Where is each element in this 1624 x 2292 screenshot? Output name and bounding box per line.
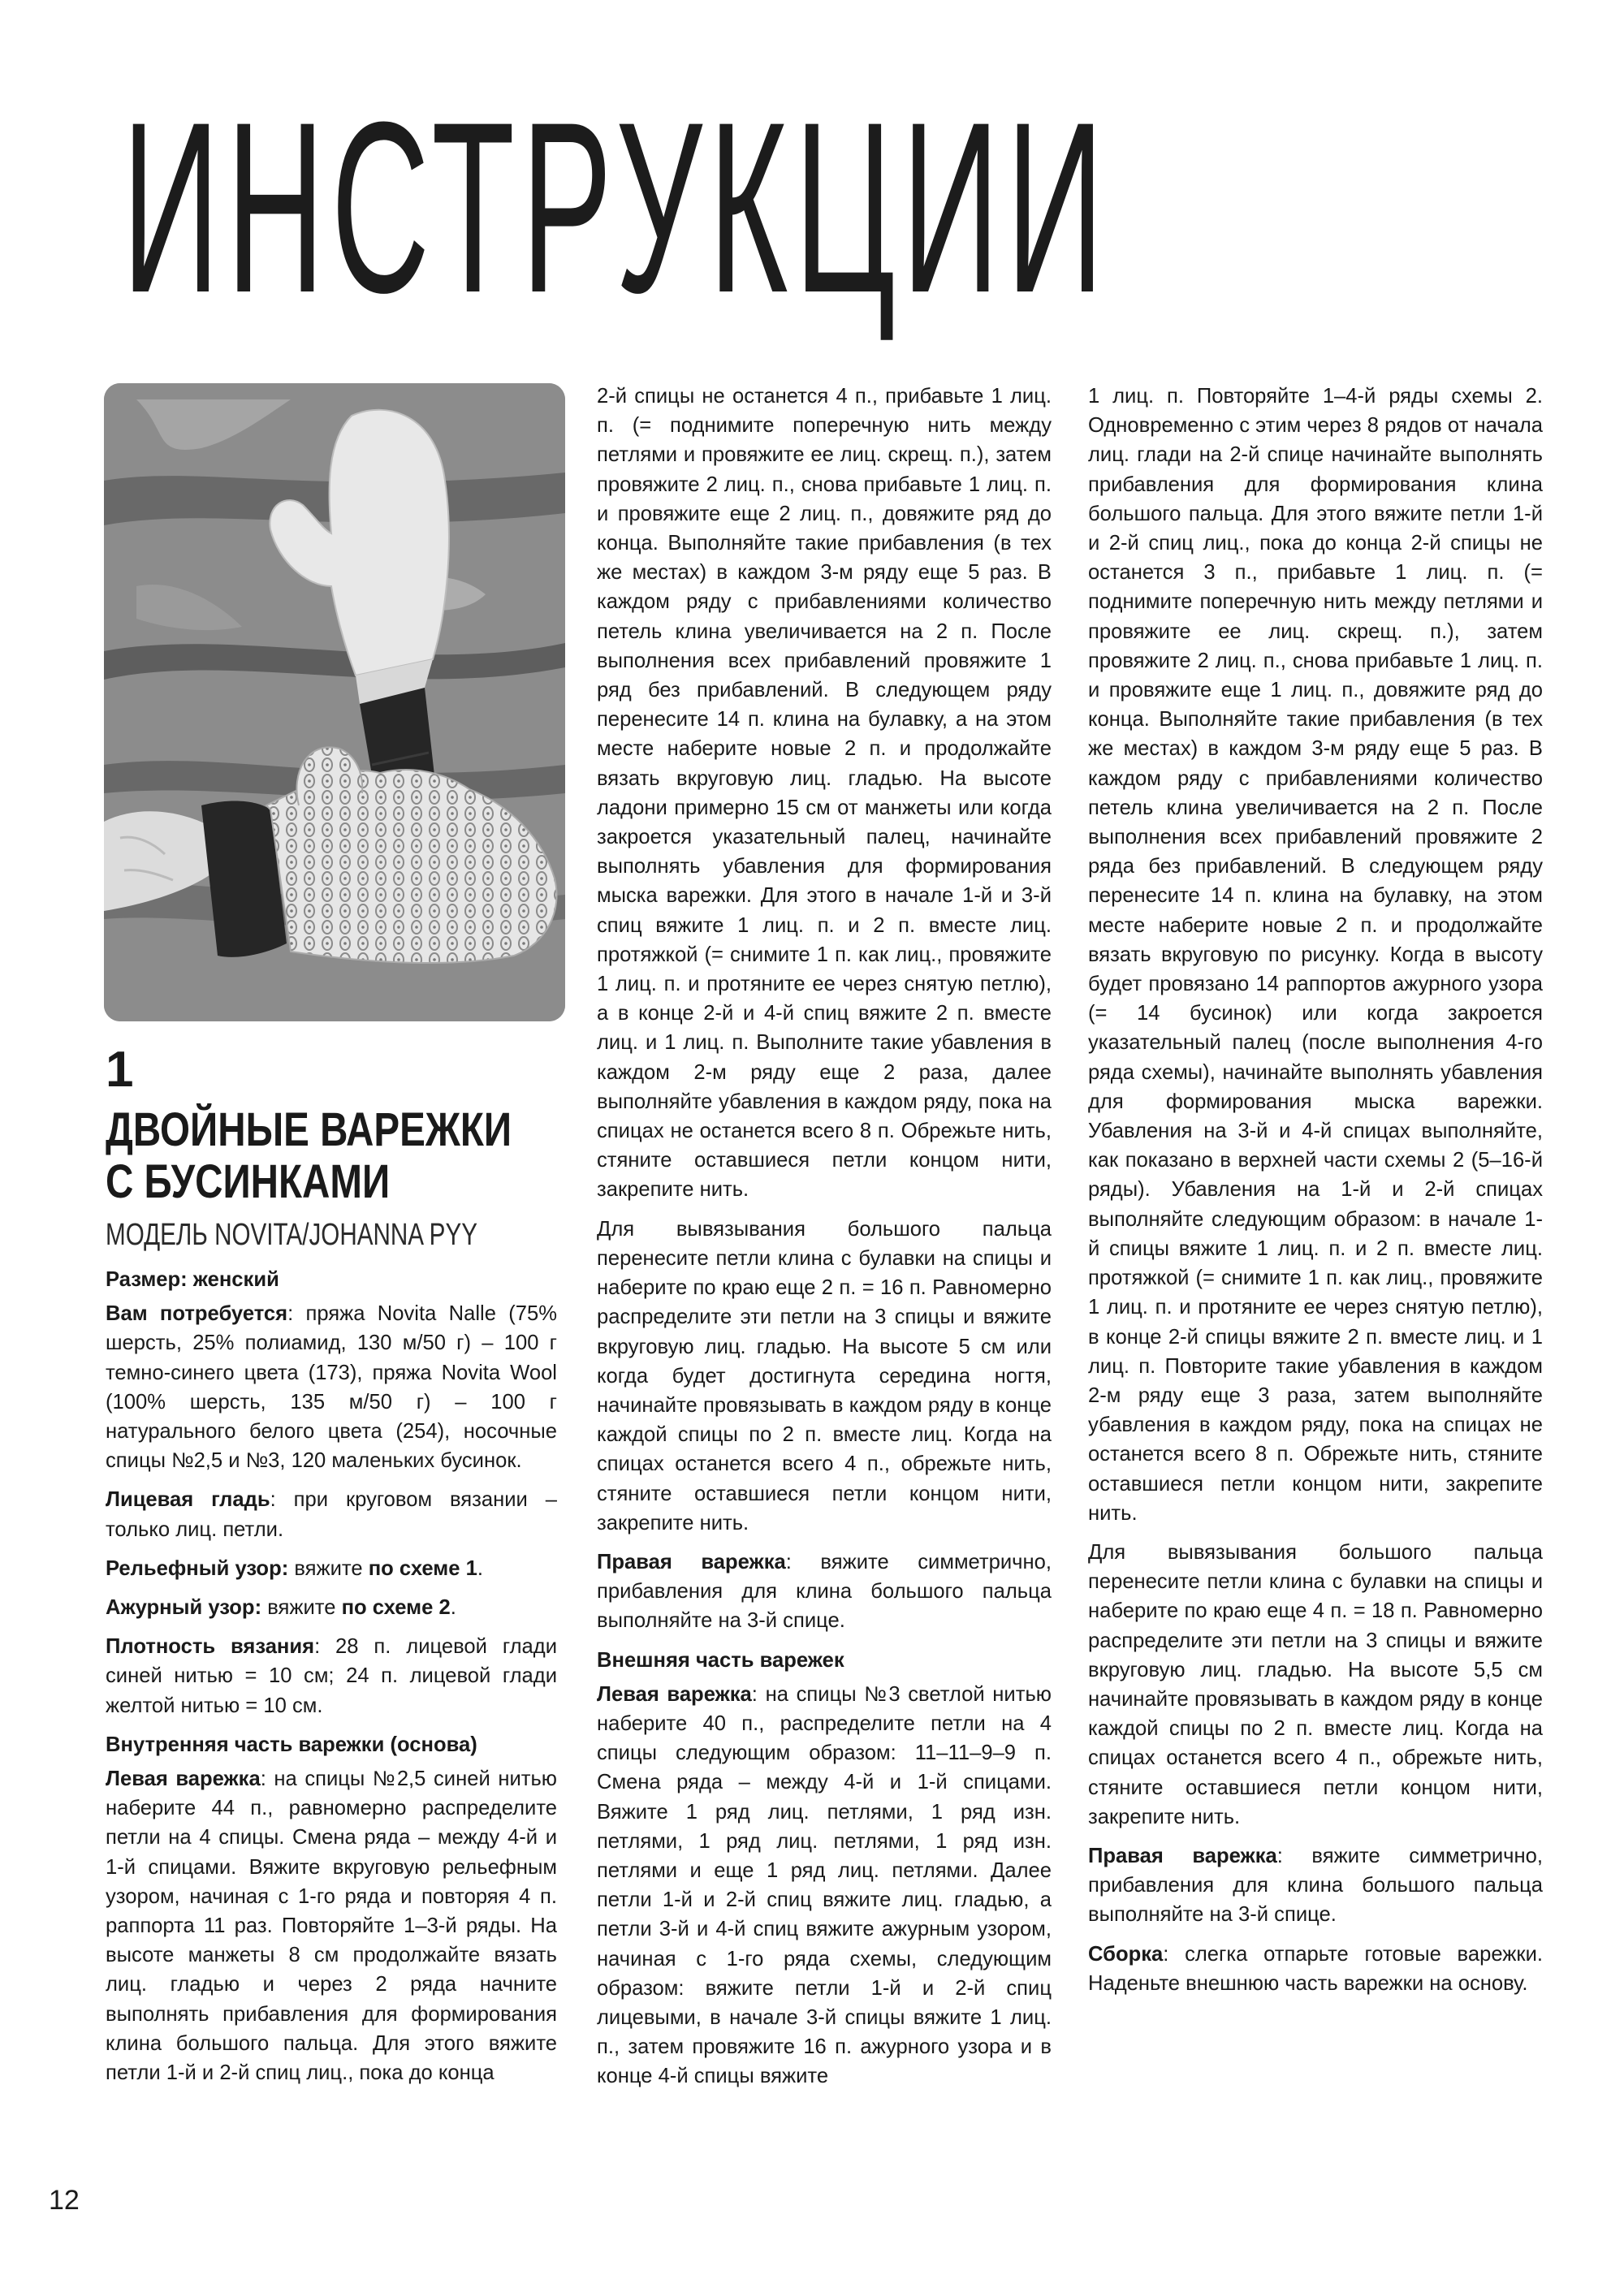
pattern-title-line-2: С БУСИНКАМИ: [106, 1155, 391, 1208]
outer-left-mitten-text: : на спицы №3 светлой нитью наберите 40 п., распределите петли на 4 спицы следующим образом: 11–11–9–9 п. Смена ряда – между 4-й и 1-й спицами. Вяжите 1 ряд лиц. петлями, 1 ряд изн. петлями, 1 ряд лиц. петлями, 1 ряд изн. петлями и еще 1 ряд лиц. петлями. Далее петли 1-й и 2-й спиц вяжите лиц. гладью, а петли 3-й и 4-й спиц вяжите ажурным узором, начиная с 1-го ряда схемы, следующим образом: вяжите петли 1-й и 2-й спиц лицевыми, в начале 3-й спицы вяжите 1 лиц. п., затем провяжите 16 п. ажурного узора и в конце 4-й спицы вяжите: [597, 1682, 1052, 2088]
outer-left-mitten-paragraph: [597, 1680, 1052, 2091]
mittens-photo-illustration: [104, 383, 565, 1021]
stockinette-label: Лицевая гладь: [106, 1488, 270, 1512]
openwork-text: вяжите: [261, 1596, 342, 1620]
inner-part-heading: Внутренняя часть варежки (основа): [106, 1733, 477, 1756]
pattern-title-line-1: ДВОЙНЫЕ ВАРЕЖКИ: [106, 1103, 512, 1156]
col3-thumb-paragraph: Для вывязывания большого пальца перенесите петли клина с булавки на спицы и наберите по краю еще 4 п. = 18 п. Равномерно распределите эти петли на 3 спицы и вяжите вкруговую лиц. гладью. На высоте 5,5 см начинайте провязывать в каждом ряду в конце каждой спицы по 2 п. вместе лиц. Когда на спицах останется всего 4 п., обрежьте нить, стяните оставшиеся петли концом нити, закрепите нить.: [1088, 1540, 1543, 1828]
page-title: ИНСТРУКЦИИ: [122, 71, 1111, 343]
pattern-number: 1: [106, 1042, 134, 1098]
inner-left-mitten-text: : на спицы №2,5 синей нитью наберите 44 п., равномерно распределите петли на 4 спицы. Смена ряда – между 4-й и 1-й спицами. Вяжите вкруговую рельефным узором, начиная с 1-го ряда и повторяя 4 п. раппорта 11 раз. Повторяйте 1–3-й ряды. На высоте манжеты 8 см продолжайте вязать лиц. гладью и через 2 ряда начните выполнять прибавления для формирования клина большого пальца. Для этого вяжите петли 1-й и 2-й спиц лиц., пока до конца: [106, 1768, 558, 2085]
relief-text: вяжите: [288, 1556, 369, 1580]
gauge-paragraph: [106, 1632, 557, 1720]
pattern-title: [106, 1104, 518, 1208]
relief-label: Рельефный узор:: [106, 1556, 289, 1580]
size-line: Размер: женский: [106, 1268, 279, 1291]
relief-chart-ref: по схеме 1: [368, 1556, 477, 1580]
openwork-paragraph: Ажурный узор: вяжите по схеме 2.: [106, 1596, 456, 1620]
outer-part-heading: Внешняя часть варежек: [597, 1648, 844, 1672]
column-2: [597, 382, 1052, 2101]
pattern-model: МОДЕЛЬ NOVITA/JOHANNA PYY: [106, 1218, 477, 1252]
relief-paragraph: Рельефный узор: вяжите по схеме 1.: [106, 1556, 483, 1580]
materials-paragraph: [106, 1299, 557, 1475]
col3-paragraph-1: 1 лиц. п. Повторяйте 1–4-й ряды схемы 2. Одновременно с этим через 8 рядов от начала лиц. глади на 2-й спице начинайте выполнять прибавления для формирования клина большого пальца. Для этого вяжите петли 1-й и 2-й спиц лиц., пока до конца 2-й спицы не останется 3 п., прибавьте 1 лиц. п. (= поднимите поперечную нить между петлями и провяжите ее лиц. скрещ. п.), затем провяжите 2 лиц. п., снова прибавьте 1 лиц. п. и провяжите еще 1 лиц. п., довяжите ряд до конца. Выполняйте такие прибавления (в тех же местах) в каждом 3-м ряду еще 5 раз. В каждом ряду с прибавлениями количество петель клина увеличивается на 2 п. После выполнения всех прибавлений провяжите 2 ряда без прибавлений. В следующем ряду перенесите 14 п. клина на булавку, на этом месте наберите новые 2 п. и продолжайте вязать вкруговую по рисунку. Когда в высоту будет провязано 14 раппортов ажурного узора (= 14 бусинок) или когда закроется указательный палец (после выполнения 4-го ряда схемы), начинайте выполнять убавления для формирования мыска варежки. Убавления на 3-й и 4-й спицах выполняйте, как показано в верхней части схемы 2 (5–16-й ряды). Убавления на 1-й и 2-й спицах выполняйте следующим образом: в начале 1-й спицы вяжите 1 лиц. п. и 2 п. вместе лиц. протяжкой (= снимите 1 п. как лиц., провяжите 1 лиц. п. и протяните ее через снятую петлю), в конце 2-й спицы вяжите 2 п. вместе лиц. и 1 лиц. п. Повторите такие убавления в каждом 2-м ряду еще 3 раза, затем выполняйте убавления в каждом ряду, пока на спицах не останется всего 8 п. Обрежьте нить, стяните оставшиеся петли концом нити, закрепите нить.: [1088, 385, 1543, 1525]
assembly-text: : слегка отпарьте готовые варежки. Наденьте внешнюю часть варежки на основу.: [1088, 1942, 1543, 1995]
inner-right-mitten-label: Правая варежка: [597, 1550, 786, 1573]
inner-right-mitten-text: : вяжите симметрично, прибавления для клина большого пальца выполняйте на 3-й спице.: [597, 1550, 1052, 1633]
assembly-label: Сборка: [1088, 1942, 1164, 1966]
stockinette-paragraph: [106, 1485, 557, 1543]
gauge-text: : 28 п. лицевой глади синей нитью = 10 см; 24 п. лицевой глади желтой нитью = 10 см.: [106, 1635, 557, 1717]
outer-left-mitten-label: Левая варежка: [597, 1682, 752, 1706]
inner-left-mitten-label: Левая варежка: [106, 1768, 261, 1791]
materials-text: : пряжа Novita Nalle (75% шерсть, 25% полиамид, 130 м/50 г) – 100 г темно-синего цвета (173), пряжа Novita Wool (100% шерсть, 135 м/50 г) – 100 г натурального белого цвета (254), носочные спицы №2,5 и №3, 120 маленьких бусинок.: [106, 1302, 557, 1473]
stockinette-text: : при круговом вязании – только лиц. петли.: [106, 1488, 557, 1541]
col2-thumb-paragraph: Для вывязывания большого пальца перенесите петли клина с булавки на спицы и наберите по краю еще 2 п. = 16 п. Равномерно распределите эти петли на 3 спицы и вяжите вкруговую лиц. гладью. На высоте 5 см или когда будет достигнута середина ногтя, начинайте провязывать в каждом ряду в конце каждой спицы по 2 п. вместе лиц. Когда на спицах останется всего 4 п., обрежьте нить, стяните оставшиеся петли концом нити, закрепите нить.: [597, 1217, 1052, 1534]
gauge-label: Плотность вязания: [106, 1635, 315, 1659]
page-number: 12: [49, 2185, 80, 2216]
col2-paragraph-1: 2-й спицы не останется 4 п., прибавьте 1 лиц. п. (= поднимите поперечную нить между петлями и провяжите ее лиц. скрещ. п.), затем провяжите 2 лиц. п., снова прибавьте 1 лиц. п. и провяжите еще 2 лиц. п., довяжите ряд до конца. Выполняйте такие прибавления (в тех же местах) в каждом 3-м ряду еще 5 раз. В каждом ряду с прибавлениями количество петель клина увеличивается на 2 п. После выполнения всех прибавлений провяжите 1 ряд без прибавлений. В следующем ряду перенесите 14 п. клина на булавку, а на этом месте наберите новые 2 п. и продолжайте вязать вкруговую лиц. гладью. На высоте ладони примерно 15 см от манжеты или когда закроется указательный палец, начинайте выполнять убавления для формирования мыска варежки. Для этого в начале 1-й и 3-й спиц вяжите 1 лиц. п. и 2 п. вместе лиц. протяжкой (= снимите 1 п. как лиц., провяжите 1 лиц. п. и протяните ее через снятую петлю), а в конце 2-й и 4-й спиц вяжите 2 п. вместе лиц. и 1 лиц. п. Выполните такие убавления в каждом 2-м ряду еще 2 раза, далее выполняйте убавления в каждом ряду, пока на спицах не останется всего 8 п. Обрежьте нить, стяните оставшиеся петли концом нити, закрепите нить.: [597, 385, 1052, 1202]
column-1: [106, 1265, 557, 2097]
openwork-chart-ref: по схеме 2: [341, 1596, 451, 1620]
outer-right-mitten-text: : вяжите симметрично, прибавления для клина большого пальца выполняйте на 3-й спице.: [1088, 1844, 1543, 1927]
inner-right-mitten-paragraph: [597, 1547, 1052, 1636]
inner-left-mitten-paragraph: [106, 1764, 557, 2087]
outer-right-mitten-label: Правая варежка: [1088, 1844, 1277, 1867]
openwork-label: Ажурный узор:: [106, 1596, 262, 1620]
assembly-paragraph: [1088, 1940, 1543, 1998]
outer-right-mitten-paragraph: [1088, 1841, 1543, 1930]
materials-label: Вам потребуется: [106, 1302, 288, 1326]
column-3: [1088, 382, 1543, 2008]
mittens-photo: [104, 383, 565, 1021]
